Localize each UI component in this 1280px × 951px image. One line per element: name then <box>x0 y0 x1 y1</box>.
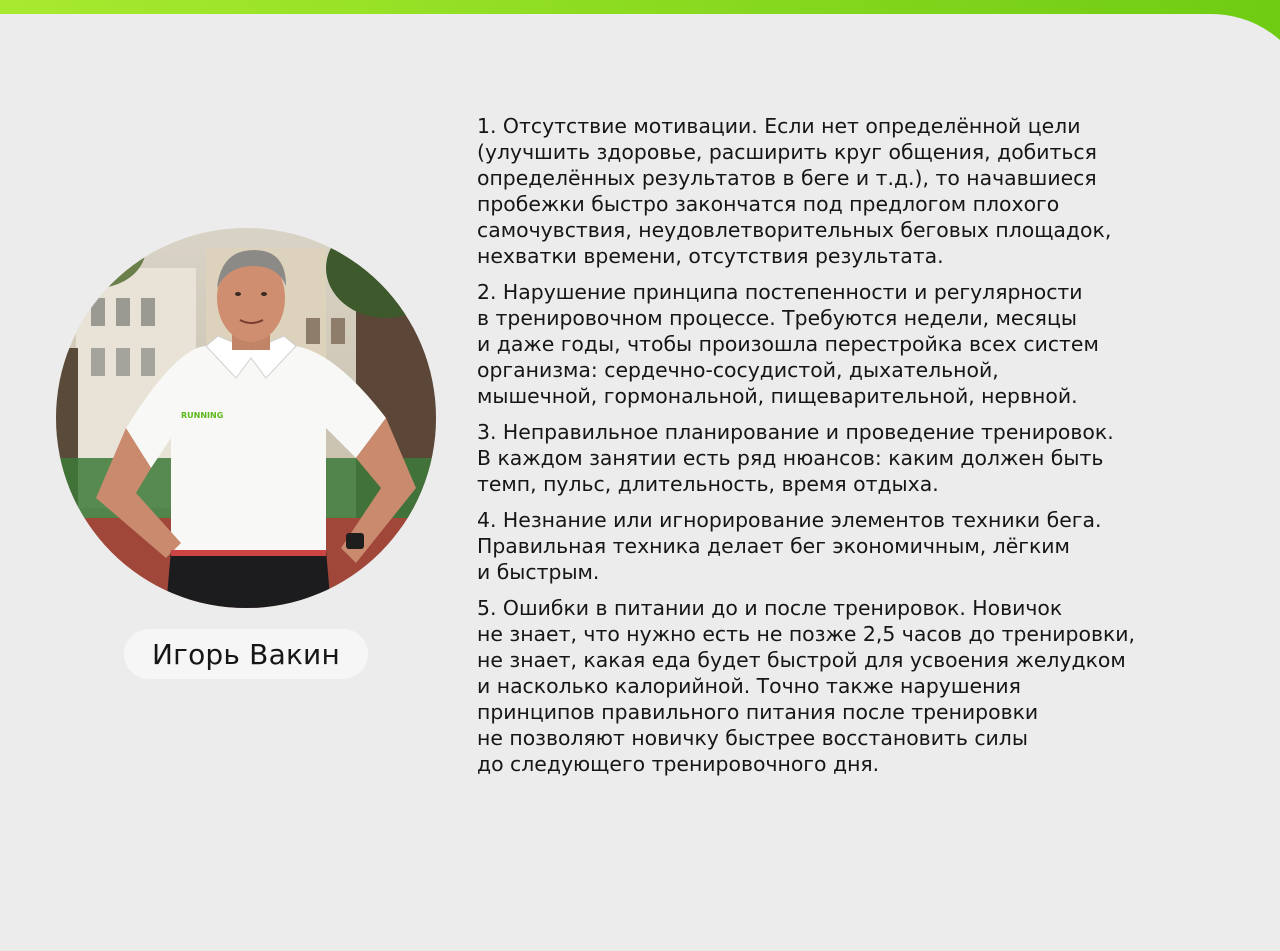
top-accent-band <box>0 0 1280 60</box>
person-name: Игорь Вакин <box>152 637 340 671</box>
avatar-photo <box>56 228 436 608</box>
list-item: 5. Ошибки в питании до и после тренировок. Новичок не знает, что нужно есть не позже 2,5 часов до тренировки, не знает, какая еда будет быстрой для усвоения желудком и насколько калорийной. Точно также нарушения принципов правильного питания после тренировки не позволяют новичку быстрее восстановить силы до следующего тренировочного дня. <box>477 596 1136 776</box>
tips-list <box>477 113 1267 787</box>
person-name-badge <box>124 629 368 679</box>
list-item: 4. Незнание или игнорирование элементов техники бега. Правильная техника делает бег экономичным, лёгким и быстрым. <box>477 508 1102 584</box>
list-item: 3. Неправильное планирование и проведение тренировок. В каждом занятии есть ряд нюансов: каким должен быть темп, пульс, длительность, время отдыха. <box>477 420 1114 496</box>
list-item: 2. Нарушение принципа постепенности и регулярности в тренировочном процессе. Требуются недели, месяцы и даже годы, чтобы произошла перестройка всех систем организма: сердечно-сосудистой, дыхательной, мышечной, гормональной, пищеварительной, нервной. <box>477 280 1099 408</box>
svg-text:RUNNING: RUNNING <box>181 411 224 420</box>
list-item: 1. Отсутствие мотивации. Если нет определённой цели (улучшить здоровье, расширить круг общения, добиться определённых результатов в беге и т.д.), то начавшиеся пробежки быстро закончатся под предлогом плохого самочувствия, неудовлетворительных беговых площадок, нехватки времени, отсутствия результата. <box>477 114 1112 268</box>
